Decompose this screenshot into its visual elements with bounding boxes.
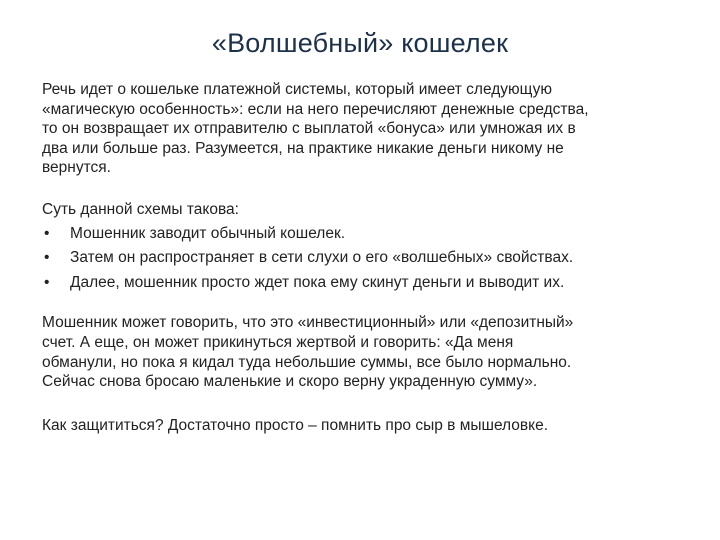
text-line: Речь идет о кошельке платежной системы, который имеет следующую xyxy=(42,81,552,98)
text-line: Сейчас снова бросаю маленькие и скоро верну украденную сумму». xyxy=(42,373,538,391)
list-item xyxy=(42,222,698,247)
text-line: то он возвращает их отправителю с выплатой «бонуса» или умножая их в xyxy=(42,120,576,138)
paragraph-tactics xyxy=(42,313,698,391)
bullet-list xyxy=(42,222,698,296)
bullet-icon: • xyxy=(44,249,50,267)
list-item xyxy=(42,271,698,296)
slide-body xyxy=(42,80,698,435)
list-item-text: Затем он распространяет в сети слухи о его «волшебных» свойствах. xyxy=(70,249,574,267)
text-line: два или больше раз. Разумеется, на практике никакие деньги никому не xyxy=(42,139,564,157)
text-line: обманули, но пока я кидал туда небольшие суммы, все было нормально. xyxy=(42,353,572,371)
text-line: вернутся. xyxy=(42,159,111,177)
slide-title: «Волшебный» кошелек xyxy=(211,28,509,58)
paragraph-description xyxy=(42,80,698,178)
conclusion: Как защититься? Достаточно просто – помнить про сыр в мышеловке. xyxy=(42,416,549,434)
list-item xyxy=(42,246,698,271)
text-line: счет. А еще, он может прикинуться жертвой и говорить: «Да меня xyxy=(42,334,514,352)
bullet-icon: • xyxy=(44,224,50,242)
scheme-intro: Суть данной схемы такова: xyxy=(42,200,239,218)
list-item-text: Мошенник заводит обычный кошелек. xyxy=(70,224,346,242)
text-line: Мошенник может говорить, что это «инвестиционный» или «депозитный» xyxy=(42,314,574,332)
bullet-icon: • xyxy=(44,273,50,291)
list-item-text: Далее, мошенник просто ждет пока ему скинут деньги и выводит их. xyxy=(70,273,565,291)
text-line: «магическую особенность»: если на него перечисляют денежные средства, xyxy=(42,100,589,118)
